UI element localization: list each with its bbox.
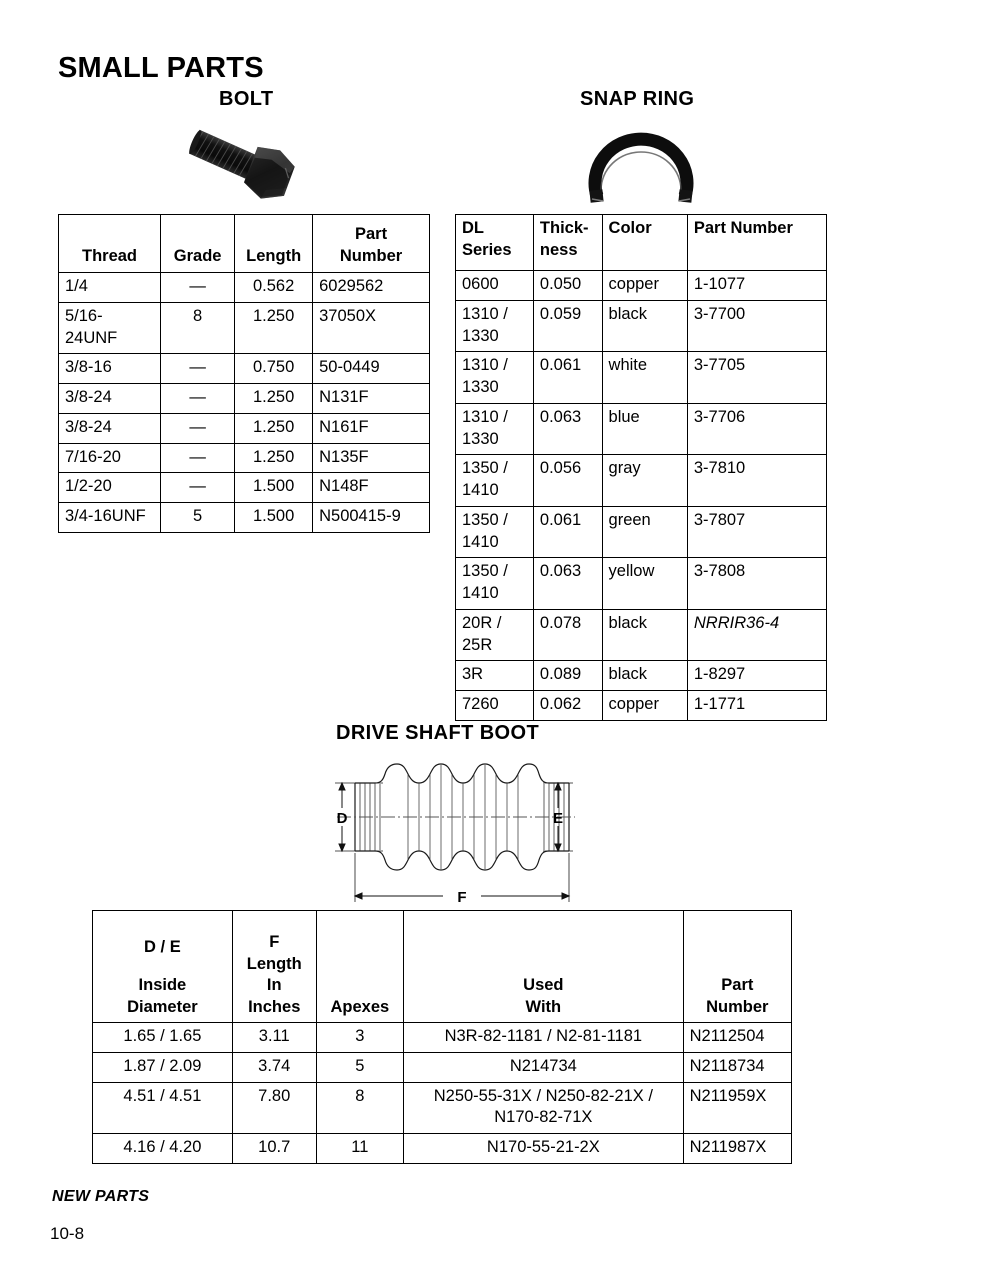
cell-used-with: N214734 xyxy=(404,1052,684,1082)
column-header-dl-line2: Series xyxy=(462,240,512,259)
column-header-thread: Thread xyxy=(59,215,161,273)
cell-apexes: 11 xyxy=(316,1134,403,1164)
cell-thread: 3/8-24 xyxy=(59,384,161,414)
cell-dl-series: 1310 / 1330 xyxy=(456,352,534,404)
cell-thread: 1/4 xyxy=(59,273,161,303)
column-header-thickness xyxy=(533,215,602,271)
cell-used-with: N3R-82-1181 / N2-81-1181 xyxy=(404,1023,684,1053)
page-number: 10-8 xyxy=(50,1224,85,1243)
cell-part-number: N211987X xyxy=(683,1134,791,1164)
cell-thickness: 0.089 xyxy=(533,661,602,691)
cell-dl-series: 1310 / 1330 xyxy=(456,300,534,352)
cell-length: 0.750 xyxy=(235,354,313,384)
column-header-used-with-line2: With xyxy=(525,997,562,1016)
table-row xyxy=(456,455,827,507)
boot-dimension-label-f: F xyxy=(457,889,467,906)
cell-part-number: 1-1077 xyxy=(687,271,826,301)
column-header-length-in-inches xyxy=(232,911,316,1023)
cell-length-in-inches: 3.11 xyxy=(232,1023,316,1053)
cell-inside-diameter: 4.51 / 4.51 xyxy=(93,1082,233,1134)
column-header-part-number xyxy=(313,215,430,273)
cell-part-number: 3-7700 xyxy=(687,300,826,352)
bolt-section-heading: BOLT xyxy=(219,88,274,110)
cell-color: black xyxy=(602,609,687,661)
column-header-color: Color xyxy=(602,215,687,271)
drive-shaft-boot-section-heading: DRIVE SHAFT BOOT xyxy=(336,722,540,744)
table-row xyxy=(456,609,827,661)
cell-color: black xyxy=(602,661,687,691)
header-spacer xyxy=(99,958,226,975)
cell-thickness: 0.078 xyxy=(533,609,602,661)
table-row xyxy=(59,413,430,443)
cell-length-in-inches: 3.74 xyxy=(232,1052,316,1082)
cell-thread: 3/8-24 xyxy=(59,413,161,443)
cell-thread: 1/2-20 xyxy=(59,473,161,503)
cell-apexes: 5 xyxy=(316,1052,403,1082)
column-header-part-line2: Number xyxy=(706,997,769,1016)
cell-grade: — xyxy=(161,413,235,443)
cell-length-in-inches: 7.80 xyxy=(232,1082,316,1134)
cell-thickness: 0.061 xyxy=(533,352,602,404)
table-row xyxy=(59,384,430,414)
cell-part-number: N2118734 xyxy=(683,1052,791,1082)
table-row xyxy=(456,352,827,404)
table-row xyxy=(93,1082,792,1134)
snap-ring-table-header-row xyxy=(456,215,827,271)
column-header-de-line2: Inside xyxy=(138,976,187,995)
bolt-table-header-row xyxy=(59,215,430,273)
table-row xyxy=(456,271,827,301)
snap-ring-photo xyxy=(576,118,706,206)
table-row xyxy=(59,302,430,354)
column-header-grade: Grade xyxy=(161,215,235,273)
cell-length: 1.250 xyxy=(235,413,313,443)
cell-grade: 8 xyxy=(161,302,235,354)
column-header-part-number xyxy=(683,911,791,1023)
table-row xyxy=(93,1134,792,1164)
cell-grade: — xyxy=(161,473,235,503)
cell-grade: — xyxy=(161,443,235,473)
cell-part-number: N500415-9 xyxy=(313,503,430,533)
bolt-table xyxy=(58,214,430,533)
cell-thickness: 0.063 xyxy=(533,558,602,610)
table-row xyxy=(59,273,430,303)
cell-length: 0.562 xyxy=(235,273,313,303)
cell-color: yellow xyxy=(602,558,687,610)
drive-shaft-boot-table xyxy=(92,910,792,1164)
column-header-part-number: Part Number xyxy=(687,215,826,271)
hex-head-bolt-photo xyxy=(178,122,314,214)
table-row xyxy=(59,503,430,533)
cell-length-in-inches: 10.7 xyxy=(232,1134,316,1164)
cell-thread: 3/4-16UNF xyxy=(59,503,161,533)
cell-part-number: N161F xyxy=(313,413,430,443)
cell-thread: 3/8-16 xyxy=(59,354,161,384)
cell-dl-series: 7260 xyxy=(456,691,534,721)
cell-part-number: N2112504 xyxy=(683,1023,791,1053)
footer-label: NEW PARTS xyxy=(52,1188,150,1205)
boot-table-header-row xyxy=(93,911,792,1023)
cell-color: black xyxy=(602,300,687,352)
cell-color: green xyxy=(602,506,687,558)
cell-part-number: 37050X xyxy=(313,302,430,354)
table-row xyxy=(93,1052,792,1082)
cell-color: copper xyxy=(602,271,687,301)
cell-part-number: 3-7808 xyxy=(687,558,826,610)
cell-dl-series: 1350 / 1410 xyxy=(456,506,534,558)
cell-grade: — xyxy=(161,384,235,414)
cell-grade: — xyxy=(161,273,235,303)
table-row xyxy=(456,661,827,691)
column-header-used-with-line1: Used xyxy=(523,976,564,995)
cell-thickness: 0.059 xyxy=(533,300,602,352)
column-header-f-line4: Inches xyxy=(248,997,301,1016)
column-header-f-line1: F xyxy=(269,933,280,952)
table-row xyxy=(456,506,827,558)
cell-dl-series: 1350 / 1410 xyxy=(456,455,534,507)
drive-shaft-boot-diagram xyxy=(325,752,575,912)
snap-ring-section-heading: SNAP RING xyxy=(580,88,695,110)
cell-length: 1.250 xyxy=(235,443,313,473)
cell-length: 1.500 xyxy=(235,473,313,503)
cell-length: 1.500 xyxy=(235,503,313,533)
cell-thickness: 0.062 xyxy=(533,691,602,721)
cell-part-number: N211959X xyxy=(683,1082,791,1134)
column-header-part-line2: Number xyxy=(339,247,403,266)
cell-thread: 5/16-24UNF xyxy=(59,302,161,354)
cell-part-number: N148F xyxy=(313,473,430,503)
boot-dimension-label-d: D xyxy=(336,810,348,827)
cell-part-number: 3-7705 xyxy=(687,352,826,404)
table-row xyxy=(59,473,430,503)
cell-thickness: 0.056 xyxy=(533,455,602,507)
cell-inside-diameter: 4.16 / 4.20 xyxy=(93,1134,233,1164)
table-row xyxy=(59,354,430,384)
cell-part-number: 1-8297 xyxy=(687,661,826,691)
column-header-part-line1: Part xyxy=(721,976,754,995)
table-row xyxy=(456,403,827,455)
page-title: SMALL PARTS xyxy=(58,52,264,84)
cell-length: 1.250 xyxy=(235,384,313,414)
table-row xyxy=(456,300,827,352)
column-header-thickness-line1: Thick- xyxy=(539,219,589,237)
cell-dl-series: 1350 / 1410 xyxy=(456,558,534,610)
table-row xyxy=(93,1023,792,1053)
cell-part-number: 50-0449 xyxy=(313,354,430,384)
column-header-f-line2: Length xyxy=(246,954,302,973)
cell-color: blue xyxy=(602,403,687,455)
cell-grade: — xyxy=(161,354,235,384)
column-header-part-line1: Part xyxy=(355,225,388,244)
cell-color: copper xyxy=(602,691,687,721)
cell-apexes: 3 xyxy=(316,1023,403,1053)
column-header-inside-diameter xyxy=(93,911,233,1023)
cell-used-with: N170-55-21-2X xyxy=(404,1134,684,1164)
boot-dimension-label-e: E xyxy=(552,810,564,827)
cell-used-with: N250-55-31X / N250-82-21X / N170-82-71X xyxy=(404,1082,684,1134)
column-header-dl-series xyxy=(456,215,534,271)
column-header-length: Length xyxy=(235,215,313,273)
cell-color: white xyxy=(602,352,687,404)
cell-dl-series: 1310 / 1330 xyxy=(456,403,534,455)
cell-thickness: 0.061 xyxy=(533,506,602,558)
column-header-f-line3: In xyxy=(266,976,282,995)
cell-color: gray xyxy=(602,455,687,507)
cell-dl-series: 0600 xyxy=(456,271,534,301)
cell-part-number: N131F xyxy=(313,384,430,414)
column-header-used-with xyxy=(404,911,684,1023)
cell-part-number: 3-7807 xyxy=(687,506,826,558)
table-row xyxy=(59,443,430,473)
cell-thickness: 0.063 xyxy=(533,403,602,455)
cell-part-number: NRRIR36-4 xyxy=(687,609,826,661)
cell-dl-series: 20R / 25R xyxy=(456,609,534,661)
cell-part-number: 6029562 xyxy=(313,273,430,303)
column-header-de-line3: Diameter xyxy=(127,997,198,1016)
column-header-dl-line1: DL xyxy=(462,219,484,237)
cell-part-number: N135F xyxy=(313,443,430,473)
cell-inside-diameter: 1.87 / 2.09 xyxy=(93,1052,233,1082)
snap-ring-table xyxy=(455,214,827,721)
cell-inside-diameter: 1.65 / 1.65 xyxy=(93,1023,233,1053)
column-header-apexes: Apexes xyxy=(316,911,403,1023)
cell-grade: 5 xyxy=(161,503,235,533)
cell-part-number: 3-7810 xyxy=(687,455,826,507)
table-row xyxy=(456,558,827,610)
table-row xyxy=(456,691,827,721)
cell-apexes: 8 xyxy=(316,1082,403,1134)
cell-thickness: 0.050 xyxy=(533,271,602,301)
cell-thread: 7/16-20 xyxy=(59,443,161,473)
cell-part-number: 3-7706 xyxy=(687,403,826,455)
cell-length: 1.250 xyxy=(235,302,313,354)
column-header-thickness-line2: ness xyxy=(539,240,578,259)
cell-dl-series: 3R xyxy=(456,661,534,691)
column-header-de-line1: D / E xyxy=(144,937,181,956)
cell-part-number: 1-1771 xyxy=(687,691,826,721)
